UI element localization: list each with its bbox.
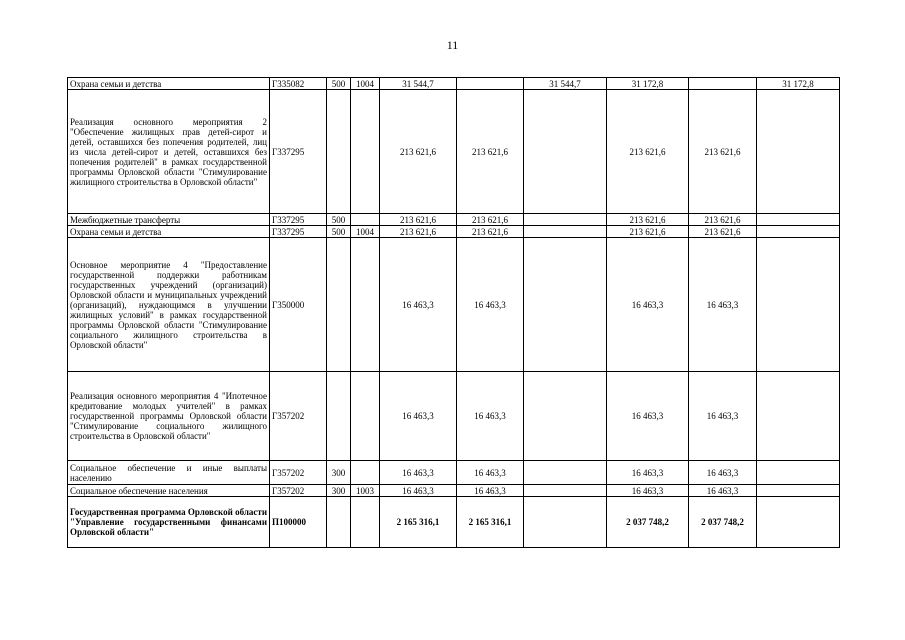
amount-cell: 31 172,8	[607, 78, 689, 90]
table-row	[68, 485, 840, 497]
amount-cell	[457, 78, 524, 90]
section-code	[351, 461, 380, 485]
amount-cell: 2 037 748,2	[689, 497, 757, 548]
amount-cell: 2 165 316,1	[380, 497, 457, 548]
amount-cell	[757, 214, 840, 226]
expense-type: 300	[327, 485, 351, 497]
amount-cell: 16 463,3	[457, 372, 524, 461]
amount-cell: 2 037 748,2	[607, 497, 689, 548]
expense-type: 500	[327, 226, 351, 238]
row-name: Социальное обеспечение и иные выплаты населению	[68, 461, 270, 485]
row-name: Реализация основного мероприятия 2 "Обеспечение жилищных прав детей-сирот и детей, оставшихся без попечения родителей, лиц из числа детей-сирот и детей, оставшихся без попечения родителей" в рамках государственной программы Орловской области "Стимулирование жилищного строительства в Орловской области"	[68, 90, 270, 214]
amount-cell	[524, 214, 607, 226]
amount-cell: 213 621,6	[607, 226, 689, 238]
amount-cell: 16 463,3	[457, 238, 524, 372]
table-row	[68, 372, 840, 461]
row-name: Социальное обеспечение населения	[68, 485, 270, 497]
page-number: 11	[446, 38, 459, 52]
amount-cell: 16 463,3	[689, 485, 757, 497]
table-row	[68, 90, 840, 214]
section-code: 1004	[351, 78, 380, 90]
amount-cell	[524, 372, 607, 461]
amount-cell: 16 463,3	[380, 238, 457, 372]
amount-cell	[757, 372, 840, 461]
table-row	[68, 226, 840, 238]
amount-cell: 213 621,6	[380, 214, 457, 226]
amount-cell: 16 463,3	[607, 238, 689, 372]
amount-cell	[524, 497, 607, 548]
amount-cell: 31 544,7	[380, 78, 457, 90]
row-name: Межбюджетные трансферты	[68, 214, 270, 226]
amount-cell: 213 621,6	[380, 90, 457, 214]
amount-cell: 213 621,6	[607, 214, 689, 226]
amount-cell: 31 544,7	[524, 78, 607, 90]
section-code	[351, 214, 380, 226]
amount-cell: 213 621,6	[607, 90, 689, 214]
amount-cell: 16 463,3	[380, 372, 457, 461]
section-code: 1004	[351, 226, 380, 238]
expense-type: 500	[327, 214, 351, 226]
amount-cell	[524, 238, 607, 372]
row-name: Охрана семьи и детства	[68, 226, 270, 238]
row-name: Основное мероприятие 4 "Предоставление государственной поддержки работникам государственных учреждений (организаций) Орловской области и муниципальных учреждений (организаций), нуждающимся в улучшении жилищных условий" в рамках государственной программы Орловской области "Стимулирование социального жилищного строительства в Орловской области"	[68, 238, 270, 372]
section-code	[351, 238, 380, 372]
amount-cell	[757, 461, 840, 485]
target-code: Г337295	[270, 226, 327, 238]
amount-cell: 16 463,3	[457, 461, 524, 485]
expense-type: 300	[327, 461, 351, 485]
amount-cell: 16 463,3	[607, 461, 689, 485]
amount-cell: 213 621,6	[457, 90, 524, 214]
target-code: Г337295	[270, 214, 327, 226]
target-code: Г337295	[270, 90, 327, 214]
target-code: П100000	[270, 497, 327, 548]
target-code: Г357202	[270, 372, 327, 461]
amount-cell: 16 463,3	[380, 485, 457, 497]
amount-cell: 16 463,3	[689, 372, 757, 461]
amount-cell: 213 621,6	[380, 226, 457, 238]
section-code: 1003	[351, 485, 380, 497]
amount-cell: 213 621,6	[689, 214, 757, 226]
amount-cell	[524, 90, 607, 214]
amount-cell: 31 172,8	[757, 78, 840, 90]
amount-cell	[757, 226, 840, 238]
row-name: Государственная программа Орловской области "Управление государственными финансами Орловской области"	[68, 497, 270, 548]
amount-cell	[757, 238, 840, 372]
amount-cell: 2 165 316,1	[457, 497, 524, 548]
amount-cell	[689, 78, 757, 90]
target-code: Г335082	[270, 78, 327, 90]
amount-cell: 16 463,3	[607, 485, 689, 497]
amount-cell: 213 621,6	[457, 226, 524, 238]
amount-cell	[757, 90, 840, 214]
table-row	[68, 214, 840, 226]
amount-cell: 213 621,6	[689, 90, 757, 214]
budget-table	[67, 77, 840, 548]
section-code	[351, 372, 380, 461]
amount-cell: 16 463,3	[689, 461, 757, 485]
target-code: Г350000	[270, 238, 327, 372]
amount-cell: 16 463,3	[689, 238, 757, 372]
amount-cell	[524, 485, 607, 497]
table-row-total	[68, 497, 840, 548]
expense-type	[327, 497, 351, 548]
table-row	[68, 238, 840, 372]
amount-cell	[524, 226, 607, 238]
row-name: Реализация основного мероприятия 4 "Ипотечное кредитование молодых учителей" в рамках государственной программы Орловской области "Стимулирование социального жилищного строительства в Орловской области"	[68, 372, 270, 461]
amount-cell: 213 621,6	[457, 214, 524, 226]
section-code	[351, 90, 380, 214]
row-name: Охрана семьи и детства	[68, 78, 270, 90]
expense-type	[327, 90, 351, 214]
table-row	[68, 461, 840, 485]
target-code: Г357202	[270, 461, 327, 485]
amount-cell: 16 463,3	[380, 461, 457, 485]
table-row	[68, 78, 840, 90]
amount-cell	[524, 461, 607, 485]
amount-cell: 16 463,3	[457, 485, 524, 497]
target-code: Г357202	[270, 485, 327, 497]
amount-cell: 16 463,3	[607, 372, 689, 461]
section-code	[351, 497, 380, 548]
expense-type: 500	[327, 78, 351, 90]
amount-cell: 213 621,6	[689, 226, 757, 238]
expense-type	[327, 238, 351, 372]
amount-cell	[757, 497, 840, 548]
amount-cell	[757, 485, 840, 497]
expense-type	[327, 372, 351, 461]
